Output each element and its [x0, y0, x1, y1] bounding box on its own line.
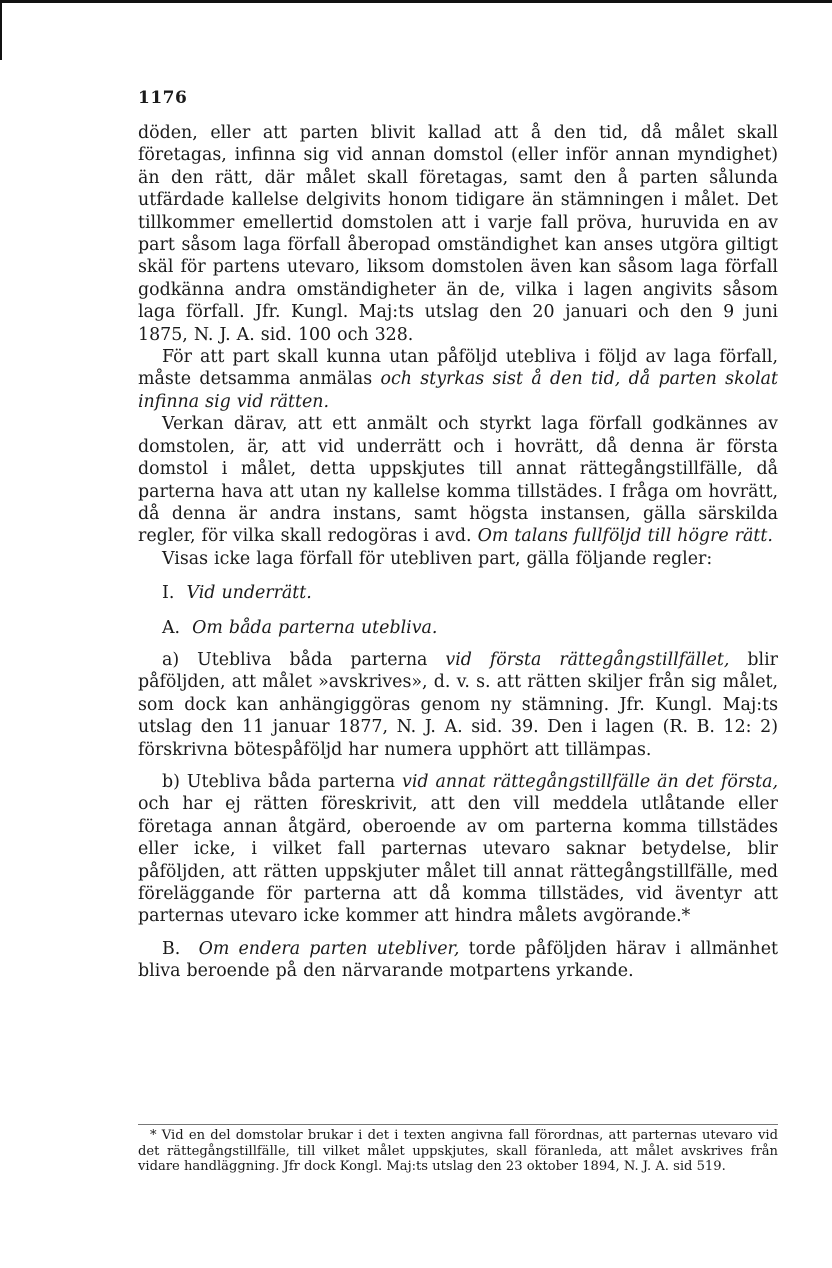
paragraph-a-lead: a) Utebliva båda parterna — [162, 649, 446, 670]
paragraph-3 — [138, 413, 778, 547]
paragraph-4: Visas icke laga förfall för utebliven part, gälla följande regler: — [162, 548, 713, 569]
section-heading-a-number: A. — [162, 617, 181, 638]
section-heading-a-title: Om båda parterna utebliva. — [192, 617, 438, 638]
paragraph-B-rest: torde påföljden härav i allmänhet bliva beroende på den närvarande motpartens yrkande. — [138, 938, 778, 982]
main-text — [138, 122, 778, 983]
paragraph-b-italic: vid annat rättegångstillfälle än det första, — [402, 771, 778, 792]
section-heading-a — [138, 617, 778, 639]
paragraph-a-rest: blir påföljden, att målet »avskrives», d. v. s. att rätten skiljer från sig målet, som dock kan anhängiggöras genom ny stämning. Jfr. Kungl. Maj:ts utslag den 11 januar 1877, N. J. A. sid. 39. Den i lagen (R. B. 12: 2) förskrivna bötespåföljd har numera upphört att tillämpas. — [138, 649, 778, 760]
paragraph-2-italic: och styrkas sist å den tid, då parten skolat infinna sig vid rätten. — [138, 369, 779, 412]
paragraph-3-text: Verkan därav, att ett anmält och styrkt laga förfall godkännes av domstolen, är, att vid underrätt och i hovrätt, då denna är första domstol i målet, detta uppskjutes till annat rättegångstillfälle, då parterna hava att utan ny kallelse komma tillstädes. I fråga om hovrätt, då denna är andra instans, samt högsta instansen, gälla särskilda regler, för vilka skall redogöras i avd. — [138, 414, 778, 547]
footnotes — [138, 1128, 778, 1175]
paragraph-a-italic: vid första rättegångstillfället, — [445, 649, 730, 670]
page-number: 1176 — [138, 88, 188, 108]
footnote-text: * Vid en del domstolar brukar i det i texten angivna fall förordnas, att parternas utevaro vid det rättegångstillfälle, till vilket målet uppskjutes, skall föranleda, att målet avskrives från vidare handläggning. Jfr dock Kongl. Maj:ts utslag den 23 oktober 1894, N. J. A. sid 519. — [138, 1128, 778, 1175]
footnote-divider — [138, 1124, 778, 1125]
paragraph-1: döden, eller att parten blivit kallad att å den tid, då målet skall företagas, infinna sig vid annan domstol (eller inför annan myndighet) än den rätt, där målet skall företagas, samt den å parten sålunda utfärdade kallelse delgivits honom tidigare än stämningen i målet. Det tillkommer emellertid domstolen att i varje fall pröva, huruvida en av part såsom laga förfall åberopad omständighet kan anses utgöra giltigt skäl för partens utevaro, liksom domstolen även kan såsom laga förfall godkänna andra omständigheter än de, vilka i lagen angivits såsom laga förfall. Jfr. Kungl. Maj:ts utslag den 20 januari och den 9 juni 1875, N. J. A. sid. 100 och 328. — [138, 123, 778, 345]
paragraph-b-rest: och har ej rätten föreskrivit, att den vill meddela utlåtande eller företaga annan åtgärd, oberoende av om parterna komma tillstädes eller icke, i vilket fall parternas utevaro saknar betydelse, blir påföljden, att rätten uppskjuter målet till annat rättegångstillfälle, med föreläggande för parterna att då komma tillstädes, vid äventyr att parternas utevaro icke kommer att hindra målets avgörande.* — [138, 794, 778, 927]
paragraph-b-lead: b) Utebliva båda parterna — [162, 771, 403, 792]
paragraph-3-italic: Om talans fullföljd till högre rätt. — [477, 526, 773, 547]
paragraph-2-text: För att part skall kunna utan påföljd utebliva i följd av laga förfall, måste detsamma anmälas — [138, 347, 778, 390]
section-heading-i-title: Vid underrätt. — [186, 583, 312, 604]
section-heading-i — [138, 582, 778, 604]
section-heading-i-number: I. — [162, 583, 175, 604]
scan-edge-top — [0, 0, 832, 3]
paragraph-B-italic: Om endera parten utebliver, — [198, 938, 460, 959]
paragraph-B — [138, 938, 778, 983]
scan-edge-left — [0, 0, 2, 60]
paragraph-b — [138, 771, 778, 928]
paragraph-B-number: B. — [162, 938, 181, 959]
paragraph-a — [138, 649, 778, 761]
paragraph-2 — [138, 346, 778, 413]
